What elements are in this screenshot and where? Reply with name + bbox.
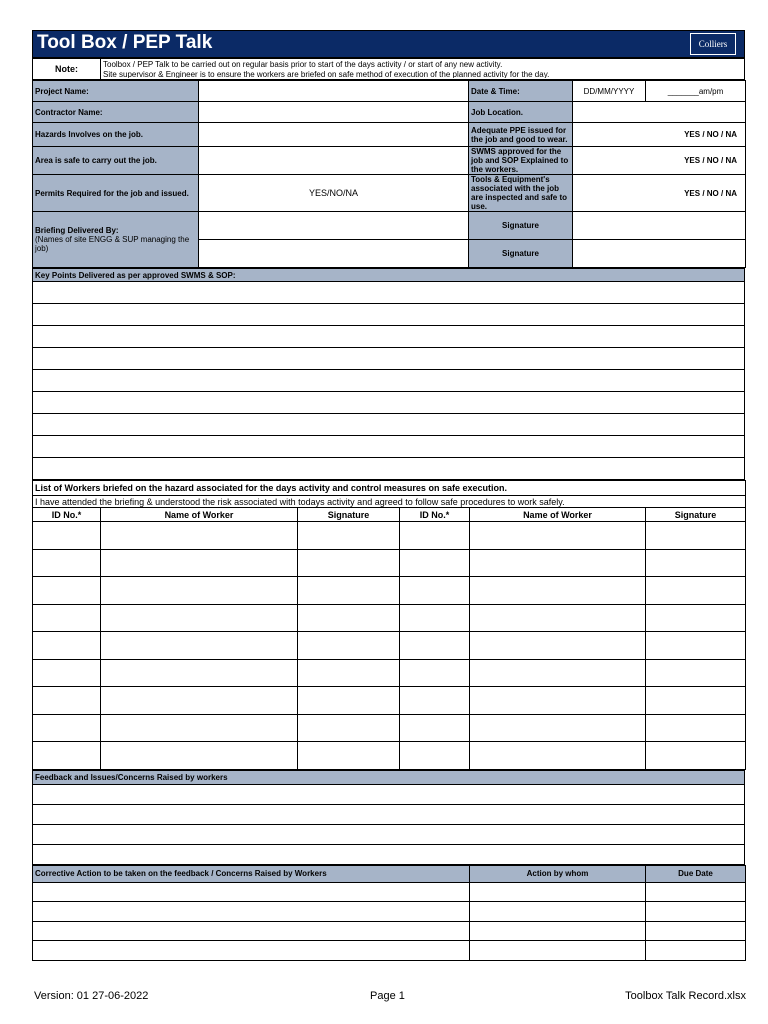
swms-yes-no-na[interactable]: YES / NO / NA [573,147,746,175]
cell[interactable] [298,742,400,770]
key-point-line[interactable] [33,458,745,480]
cell[interactable] [400,632,470,660]
table-row [33,941,746,961]
cell[interactable] [470,882,646,902]
workers-table [32,480,746,770]
table-row [33,714,746,742]
briefing-label: Briefing Delivered By: [35,226,119,235]
tools-yes-no-na[interactable]: YES / NO / NA [573,175,746,212]
table-row [33,742,746,770]
briefing-note: (Names of site ENGG & SUP managing the job) [35,235,190,253]
ppe-label: Adequate PPE issued for the job and good to wear. [469,123,573,147]
key-point-line[interactable] [33,282,745,304]
cell[interactable] [470,687,646,715]
cell[interactable] [33,632,101,660]
workers-title: List of Workers briefed on the hazard associated for the days activity and control measures on safe execution. [33,481,746,496]
col-id-1: ID No.* [33,508,101,522]
note-label: Note: [33,59,101,80]
cell[interactable] [400,659,470,687]
cell[interactable] [646,902,746,922]
cell[interactable] [33,522,101,550]
cell[interactable] [470,549,646,577]
col-id-2: ID No.* [400,508,470,522]
table-row [33,921,746,941]
project-name-label: Project Name: [33,81,199,102]
col-name-2: Name of Worker [470,508,646,522]
table-row [33,902,746,922]
footer-page: Page 1 [370,990,405,1002]
cell[interactable] [470,941,646,961]
key-point-line[interactable] [33,304,745,326]
cell[interactable] [101,604,298,632]
cell[interactable] [298,632,400,660]
cell[interactable] [470,902,646,922]
briefing-name-2[interactable] [199,240,469,268]
cell[interactable] [298,577,400,605]
table-row [33,577,746,605]
page-title: Tool Box / PEP Talk [37,32,213,53]
cell[interactable] [470,742,646,770]
area-safe-label: Area is safe to carry out the job. [33,147,199,175]
cell[interactable] [646,659,746,687]
col-name-1: Name of Worker [101,508,298,522]
corrective-table [32,865,746,961]
table-row [33,632,746,660]
cell[interactable] [33,742,101,770]
briefing-label-cell [33,212,199,268]
footer-file: Toolbox Talk Record.xlsx [625,990,746,1002]
time-field[interactable]: _______am/pm [646,81,746,102]
cell[interactable] [101,742,298,770]
key-point-line[interactable] [33,392,745,414]
table-row [33,659,746,687]
cell[interactable] [400,522,470,550]
hazards-label: Hazards Involves on the job. [33,123,199,147]
swms-label: SWMS approved for the job and SOP Explained to the workers. [469,147,573,175]
footer-version: Version: 01 27-06-2022 [34,990,149,1002]
feedback-line[interactable] [33,844,745,864]
feedback-line[interactable] [33,824,745,844]
key-point-line[interactable] [33,326,745,348]
date-field[interactable]: DD/MM/YYYY [573,81,646,102]
cell[interactable] [646,714,746,742]
key-point-line[interactable] [33,370,745,392]
note-line-1: Toolbox / PEP Talk to be carried out on regular basis prior to start of the days activity / or start of any new activity. [103,60,503,69]
cell[interactable] [33,687,101,715]
note-text [101,59,745,80]
key-point-line[interactable] [33,348,745,370]
cell[interactable] [33,882,470,902]
workers-statement: I have attended the briefing & understood the risk associated with todays activity and agreed to follow safe procedures to work safely. [33,496,746,508]
signature-label-1: Signature [469,212,573,240]
cell[interactable] [101,577,298,605]
cell[interactable] [33,941,470,961]
ppe-yes-no-na[interactable]: YES / NO / NA [573,123,746,147]
cell[interactable] [400,577,470,605]
feedback-line[interactable] [33,804,745,824]
cell[interactable] [101,522,298,550]
cell[interactable] [33,714,101,742]
cell[interactable] [470,604,646,632]
table-row [33,604,746,632]
due-date-header: Due Date [646,865,746,882]
note-line-2: Site supervisor & Engineer is to ensure the workers are briefed on safe method of execution of the planned activity for the day. [103,70,550,78]
cell[interactable] [470,632,646,660]
note-table [32,58,745,80]
cell[interactable] [298,687,400,715]
permits-field[interactable]: YES/NO/NA [199,175,469,212]
area-safe-field[interactable] [199,147,469,175]
feedback-title: Feedback and Issues/Concerns Raised by workers [33,770,745,784]
feedback-line[interactable] [33,784,745,804]
cell[interactable] [33,921,470,941]
action-by-header: Action by whom [470,865,646,882]
key-point-line[interactable] [33,436,745,458]
tools-label: Tools & Equipment's associated with the job are inspected and safe to use. [469,175,573,212]
cell[interactable] [646,632,746,660]
cell[interactable] [298,604,400,632]
col-sign-1: Signature [298,508,400,522]
table-row [33,882,746,902]
cell[interactable] [470,522,646,550]
date-time-label: Date & Time: [469,81,573,102]
cell[interactable] [33,902,470,922]
cell[interactable] [646,577,746,605]
signature-label-2: Signature [469,240,573,268]
contractor-name-field[interactable] [199,102,469,123]
cell[interactable] [298,714,400,742]
cell[interactable] [400,714,470,742]
cell[interactable] [33,549,101,577]
permits-label: Permits Required for the job and issued. [33,175,199,212]
cell[interactable] [470,577,646,605]
cell[interactable] [298,659,400,687]
cell[interactable] [101,714,298,742]
cell[interactable] [646,549,746,577]
key-points-table [32,268,745,480]
cell[interactable] [33,577,101,605]
cell[interactable] [470,659,646,687]
cell[interactable] [298,549,400,577]
cell[interactable] [646,921,746,941]
info-table [32,80,746,268]
cell[interactable] [33,659,101,687]
cell[interactable] [33,604,101,632]
colliers-logo: Colliers [690,33,736,55]
cell[interactable] [646,882,746,902]
cell[interactable] [470,921,646,941]
cell[interactable] [400,687,470,715]
cell[interactable] [101,632,298,660]
cell[interactable] [400,604,470,632]
cell[interactable] [101,687,298,715]
cell[interactable] [101,549,298,577]
key-point-line[interactable] [33,414,745,436]
title-bar [32,30,745,58]
hazards-field[interactable] [199,123,469,147]
contractor-name-label: Contractor Name: [33,102,199,123]
job-location-label: Job Location. [469,102,573,123]
cell[interactable] [101,659,298,687]
cell[interactable] [646,687,746,715]
cell[interactable] [298,522,400,550]
signature-field-1[interactable] [573,212,746,240]
cell[interactable] [646,522,746,550]
signature-field-2[interactable] [573,240,746,268]
cell[interactable] [646,604,746,632]
cell[interactable] [400,742,470,770]
cell[interactable] [470,714,646,742]
toolbox-form [32,30,745,961]
table-row [33,687,746,715]
col-sign-2: Signature [646,508,746,522]
table-row [33,549,746,577]
project-name-field[interactable] [199,81,469,102]
briefing-name-1[interactable] [199,212,469,240]
cell[interactable] [646,742,746,770]
corrective-title: Corrective Action to be taken on the feedback / Concerns Raised by Workers [33,865,470,882]
key-points-title: Key Points Delivered as per approved SWMS & SOP: [33,269,745,282]
cell[interactable] [646,941,746,961]
table-row [33,522,746,550]
feedback-table [32,770,745,865]
cell[interactable] [400,549,470,577]
job-location-field[interactable] [573,102,746,123]
